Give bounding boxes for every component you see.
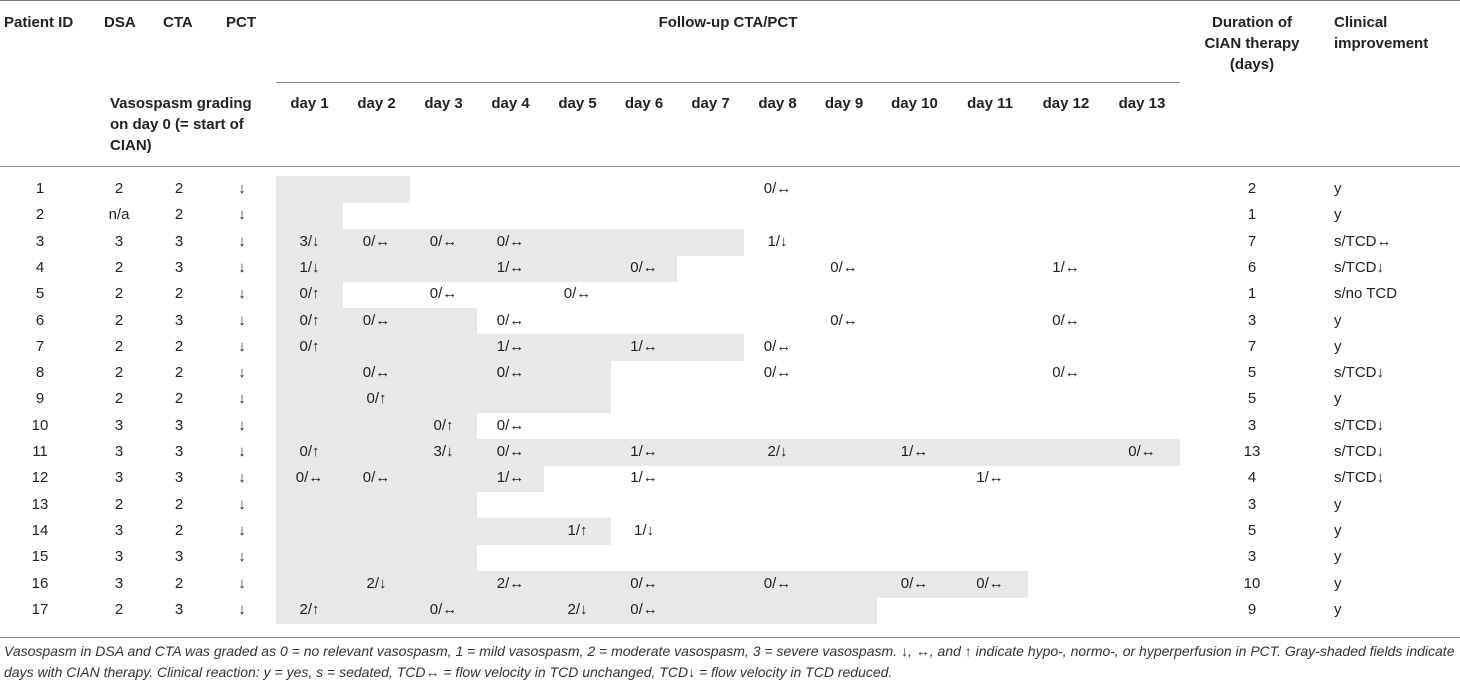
header-day-13: day 13: [1118, 95, 1166, 112]
cell-dsa: 2: [114, 311, 124, 329]
cell-pct: ↓: [238, 285, 246, 303]
followup-rule: [276, 82, 1180, 83]
cell-day-4: 2/↔: [496, 574, 525, 592]
cell-day-4: 0/↔: [496, 232, 525, 250]
cell-day-1: 0/↑: [299, 443, 320, 460]
cell-pct: ↓: [238, 337, 246, 355]
cell-pct: ↓: [238, 521, 246, 539]
cell-patient-id: 7: [35, 337, 45, 355]
header-duration: Duration of CIAN therapy (days): [1204, 14, 1300, 73]
cell-day-8: 1/↓: [767, 232, 788, 250]
cell-patient-id: 9: [35, 390, 45, 408]
cell-dsa: 3: [114, 416, 124, 434]
header-patient-id: Patient ID: [4, 14, 74, 31]
therapy-shade-row-2: [276, 202, 343, 229]
cell-clinical: y: [1334, 495, 1342, 513]
cell-duration: 9: [1247, 600, 1257, 618]
cell-cta: 2: [174, 495, 184, 513]
cell-clinical: y: [1334, 337, 1342, 355]
header-day-9: day 9: [824, 95, 864, 112]
header-day-11: day 11: [967, 95, 1013, 112]
cell-clinical: y: [1334, 311, 1342, 329]
header-dsa: DSA: [104, 14, 136, 31]
header-day-6: day 6: [624, 95, 664, 112]
cell-clinical: s/no TCD: [1334, 285, 1398, 303]
cell-duration: 13: [1243, 443, 1261, 460]
table-top-rule: [0, 0, 1460, 1]
header-day-10: day 10: [891, 95, 938, 112]
cell-day-6: 1/↓: [633, 521, 654, 539]
cell-day-6: 1/↔: [630, 443, 658, 460]
cell-cta: 2: [174, 574, 184, 592]
table-caption: Vasospasm in DSA and CTA was graded as 0 = no relevant vasospasm, 1 = mild vasospasm, 2 = moderate vasospasm, 3 = severe vasospasm. ↓, ↔, and ↑ indicate hypo-, normo-, or hyperperfusion in PCT. Gray-shaded fields indicate days with CIAN therapy. Clinical reaction: y = yes, s = sedated, TCD↔ = flow velocity in TCD unchanged, TCD↓ = flow velocity in TCD reduced.: [4, 643, 1455, 680]
cell-day-2: 0/↔: [362, 311, 391, 329]
cell-cta: 2: [174, 521, 184, 539]
cell-pct: ↓: [238, 311, 246, 329]
cell-dsa: 3: [114, 443, 124, 460]
cell-pct: ↓: [238, 206, 246, 224]
therapy-shade-row-8: [276, 360, 611, 387]
cell-dsa: 3: [114, 574, 124, 592]
cell-day-12: 1/↔: [1052, 258, 1080, 276]
cell-duration: 3: [1247, 495, 1257, 513]
header-day-7: day 7: [691, 95, 730, 112]
cell-duration: 6: [1247, 258, 1257, 276]
cell-dsa: 3: [114, 548, 124, 566]
cell-day-1: 0/↑: [299, 311, 320, 329]
cell-pct: ↓: [238, 574, 246, 592]
cell-duration: 5: [1247, 364, 1257, 382]
cell-day-5: 0/↔: [563, 285, 592, 303]
cell-cta: 3: [174, 548, 184, 566]
cell-day-4: 0/↔: [496, 364, 525, 382]
cell-pct: ↓: [238, 548, 246, 566]
cell-day-13: 0/↔: [1128, 443, 1156, 460]
cell-dsa: n/a: [108, 206, 130, 224]
cell-day-6: 0/↔: [630, 258, 658, 276]
cell-dsa: 2: [114, 285, 124, 303]
cell-patient-id: 5: [35, 285, 45, 303]
cell-pct: ↓: [238, 443, 246, 460]
cell-duration: 7: [1247, 337, 1257, 355]
cell-cta: 2: [174, 206, 184, 224]
cell-day-8: 0/↔: [763, 574, 792, 592]
cell-pct: ↓: [238, 232, 246, 250]
table-bottom-rule: [0, 637, 1460, 638]
cell-day-1: 1/↓: [299, 258, 320, 276]
cell-day-3: 0/↔: [429, 285, 458, 303]
therapy-shade-row-1: [276, 176, 410, 203]
cell-dsa: 2: [114, 600, 124, 618]
cell-clinical: s/TCD↓: [1334, 443, 1384, 460]
header-cta: CTA: [163, 14, 193, 31]
cell-cta: 3: [174, 232, 184, 250]
cell-cta: 3: [174, 600, 184, 618]
cell-patient-id: 2: [35, 206, 45, 224]
cell-dsa: 2: [114, 180, 124, 197]
header-grading: Vasospasm grading on day 0 (= start of CIAN): [110, 95, 252, 154]
cell-pct: ↓: [238, 600, 246, 618]
cell-patient-id: 4: [35, 258, 45, 276]
cell-day-4: 0/↔: [496, 311, 525, 329]
cell-day-4: 0/↔: [496, 416, 525, 434]
cell-day-3: 0/↔: [429, 232, 458, 250]
cell-day-8: 0/↔: [763, 180, 792, 197]
cell-clinical: s/TCD↓: [1334, 258, 1384, 276]
cell-dsa: 3: [114, 232, 124, 250]
header-day-3: day 3: [424, 95, 463, 112]
header-day-5: day 5: [558, 95, 597, 112]
cell-duration: 3: [1247, 311, 1257, 329]
cell-pct: ↓: [238, 390, 246, 408]
cell-patient-id: 3: [35, 232, 45, 250]
cell-duration: 10: [1243, 574, 1261, 592]
cell-cta: 3: [174, 469, 184, 487]
header-pct: PCT: [226, 14, 256, 31]
cell-duration: 1: [1247, 206, 1257, 224]
cell-day-2: 2/↓: [366, 574, 387, 592]
cell-day-1: 3/↓: [299, 232, 320, 250]
cell-day-8: 0/↔: [763, 337, 792, 355]
cell-day-6: 1/↔: [630, 337, 658, 355]
cell-clinical: s/TCD↓: [1334, 416, 1384, 434]
cell-patient-id: 1: [35, 180, 45, 197]
cell-cta: 2: [174, 364, 184, 382]
cell-day-8: 0/↔: [763, 364, 792, 382]
cell-pct: ↓: [238, 258, 246, 276]
cell-day-11: 1/↔: [976, 469, 1004, 487]
cell-duration: 7: [1247, 232, 1257, 250]
cell-pct: ↓: [238, 416, 246, 434]
cell-cta: 3: [174, 443, 184, 460]
cell-day-3: 0/↑: [433, 416, 454, 434]
header-followup: Follow-up CTA/PCT: [658, 14, 798, 31]
cell-clinical: y: [1334, 180, 1342, 197]
cell-day-3: 3/↓: [433, 443, 454, 460]
header-day-4: day 4: [491, 95, 530, 112]
header-day-2: day 2: [357, 95, 396, 112]
cell-day-2: 0/↑: [366, 390, 387, 408]
cell-day-2: 0/↔: [362, 364, 391, 382]
cell-duration: 4: [1247, 469, 1257, 487]
cell-cta: 2: [174, 337, 184, 355]
cell-dsa: 2: [114, 337, 124, 355]
cell-day-9: 0/↔: [830, 258, 858, 276]
cell-patient-id: 6: [35, 311, 45, 329]
cell-day-4: 1/↔: [496, 469, 525, 487]
cell-day-1: 0/↑: [299, 337, 320, 355]
cell-day-12: 0/↔: [1052, 311, 1080, 329]
cell-day-2: 0/↔: [362, 469, 391, 487]
cell-day-10: 1/↔: [900, 443, 929, 460]
cell-clinical: s/TCD↓: [1334, 364, 1384, 382]
cell-day-8: 2/↓: [767, 443, 788, 460]
cell-duration: 3: [1247, 416, 1257, 434]
cell-pct: ↓: [238, 180, 246, 197]
cell-duration: 2: [1247, 180, 1257, 197]
cell-cta: 3: [174, 416, 184, 434]
cell-day-5: 2/↓: [567, 600, 588, 618]
cell-dsa: 2: [114, 390, 124, 408]
cell-dsa: 3: [114, 521, 124, 539]
cell-day-4: 1/↔: [496, 258, 525, 276]
cell-cta: 2: [174, 390, 184, 408]
cell-day-5: 1/↑: [567, 521, 588, 539]
cell-patient-id: 16: [31, 574, 49, 592]
therapy-shade-row-15: [276, 544, 477, 571]
cell-pct: ↓: [238, 364, 246, 382]
header-clinical: Clinical improvement: [1334, 14, 1429, 52]
cell-clinical: s/TCD↔: [1334, 232, 1392, 250]
cell-cta: 2: [174, 285, 184, 303]
cell-day-4: 1/↔: [496, 337, 525, 355]
cell-pct: ↓: [238, 495, 246, 513]
cell-patient-id: 12: [31, 469, 49, 487]
cell-day-4: 0/↔: [496, 443, 525, 460]
cell-cta: 2: [174, 180, 184, 197]
cell-patient-id: 11: [32, 443, 48, 460]
cell-clinical: s/TCD↓: [1334, 469, 1384, 487]
cell-duration: 5: [1247, 521, 1257, 539]
header-bottom-rule: [0, 166, 1460, 167]
cell-cta: 3: [174, 258, 184, 276]
cell-day-1: 2/↑: [299, 600, 320, 618]
cell-patient-id: 15: [31, 548, 49, 566]
cell-day-12: 0/↔: [1052, 364, 1080, 382]
cell-day-1: 0/↔: [295, 469, 324, 487]
cell-clinical: y: [1334, 390, 1342, 408]
cell-patient-id: 8: [35, 364, 45, 382]
cell-day-10: 0/↔: [900, 574, 929, 592]
cell-clinical: y: [1334, 206, 1342, 224]
cell-duration: 1: [1247, 285, 1257, 303]
cell-day-1: 0/↑: [299, 285, 320, 303]
header-day-12: day 12: [1042, 95, 1090, 112]
cell-day-9: 0/↔: [830, 311, 858, 329]
cell-dsa: 3: [114, 469, 124, 487]
cell-patient-id: 14: [31, 521, 49, 539]
header-day-8: day 8: [758, 95, 797, 112]
cell-clinical: y: [1334, 574, 1342, 592]
cell-day-6: 1/↔: [630, 469, 658, 487]
cell-clinical: y: [1334, 521, 1342, 539]
cell-day-11: 0/↔: [976, 574, 1004, 592]
cell-dsa: 2: [114, 258, 124, 276]
cell-cta: 3: [174, 311, 184, 329]
cell-duration: 5: [1247, 390, 1257, 408]
cell-clinical: y: [1334, 548, 1342, 566]
cell-patient-id: 13: [31, 495, 49, 513]
cell-dsa: 2: [114, 495, 124, 513]
cell-day-6: 0/↔: [630, 600, 658, 618]
therapy-shade-row-13: [276, 492, 477, 519]
header-day-1: day 1: [290, 95, 329, 112]
cell-patient-id: 10: [31, 416, 49, 434]
cell-clinical: y: [1334, 600, 1342, 618]
cell-day-2: 0/↔: [362, 232, 391, 250]
cell-day-3: 0/↔: [429, 600, 458, 618]
cell-duration: 3: [1247, 548, 1257, 566]
therapy-shade-row-9: [276, 386, 611, 413]
cell-pct: ↓: [238, 469, 246, 487]
cell-day-6: 0/↔: [630, 574, 658, 592]
cell-dsa: 2: [114, 364, 124, 382]
cell-patient-id: 17: [31, 600, 49, 618]
